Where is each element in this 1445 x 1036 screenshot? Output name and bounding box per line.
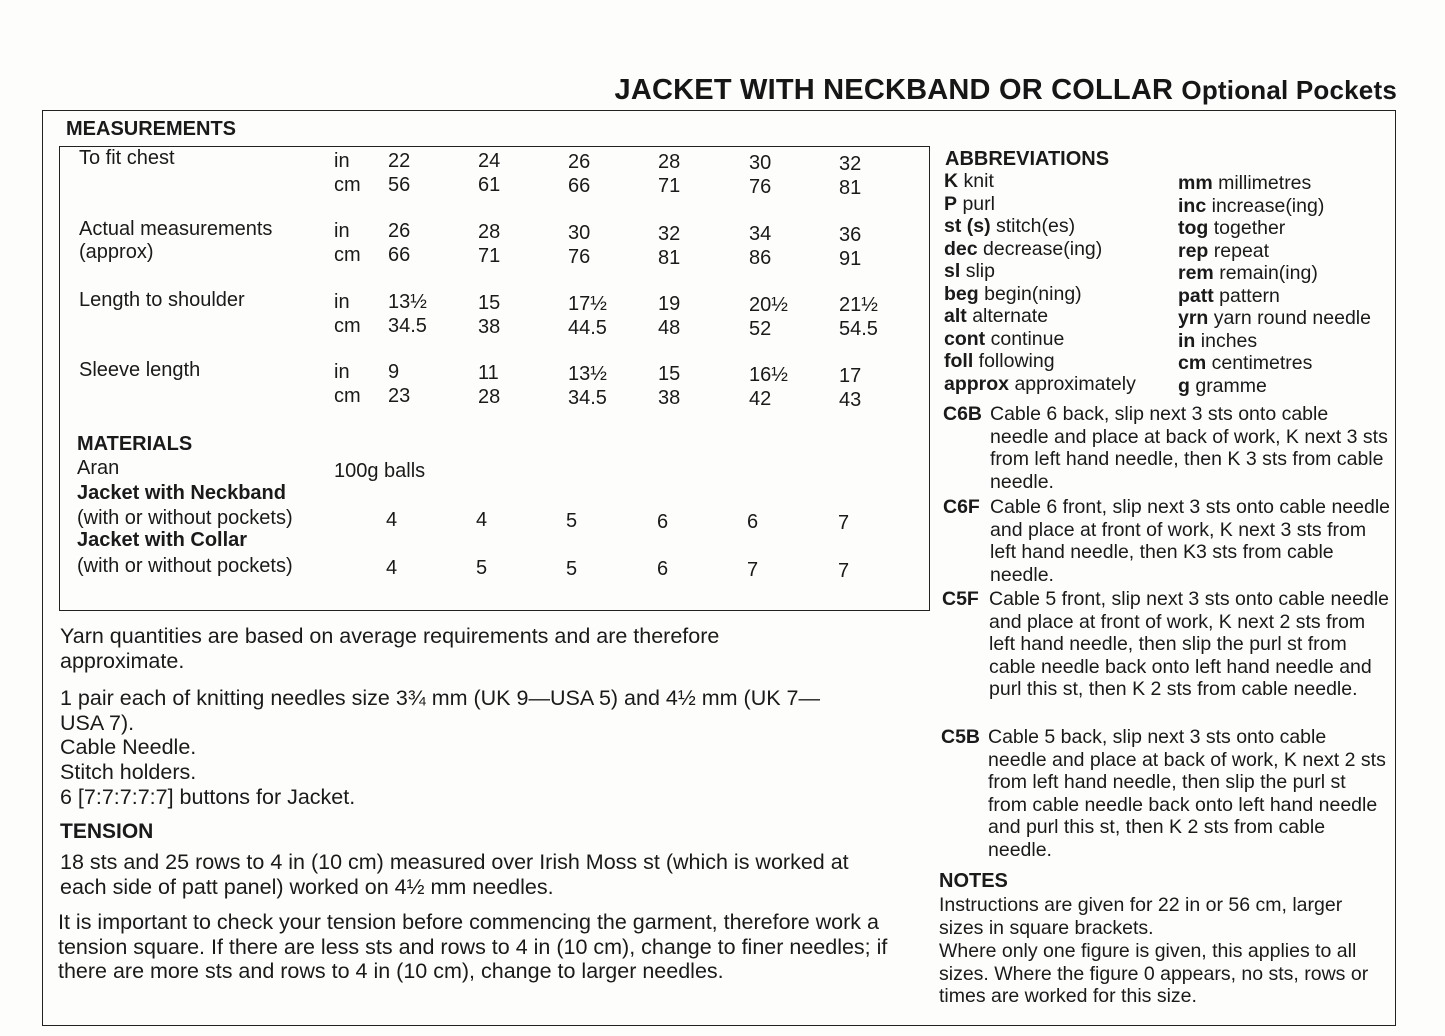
needles-text: 1 pair each of knitting needles size 3¾ mm (UK 9—USA 5) and 4½ mm (UK 7—USA 7). [60, 686, 820, 735]
value-cell: 66 [568, 175, 591, 197]
value-cell: 5 [566, 510, 578, 532]
abbreviation-item: patt pattern [1178, 284, 1280, 307]
value-cell: 54.5 [839, 318, 878, 340]
value-cell: 11 [478, 362, 499, 384]
value-cell: 28 [478, 221, 501, 243]
tension-advice: It is important to check your tension before commencing the garment, therefore work a tension square. If there are less sts and rows to 4 in (10 cm), change to finer needles; if there are more sts and rows to 4 in (10 cm), change to larger needles. [58, 910, 888, 983]
value-cell: 34.5 [568, 387, 607, 409]
value-cell: 6 [657, 511, 669, 533]
value-cell: 66 [388, 244, 411, 266]
value-cell: 5 [476, 557, 488, 579]
row-label: To fit chest [79, 147, 175, 169]
row-label: (approx) [79, 241, 154, 263]
abbreviation-item: foll following [944, 350, 1055, 372]
cable-code: C5B [941, 726, 981, 748]
abbreviation-list-left [944, 170, 1136, 395]
value-cell: 81 [658, 247, 681, 269]
value-cell: 22 [388, 150, 411, 172]
yarn-quantities-note: Yarn quantities are based on average requirements and are therefore approximate. [60, 624, 720, 673]
value-cell: 13½ [388, 291, 427, 313]
value-cell: 43 [839, 389, 862, 411]
value-cell: 21½ [839, 294, 878, 316]
value-cell: 4 [386, 557, 398, 579]
cable-text: Cable 5 front, slip next 3 sts onto cable needle and place at front of work, K next 2 sts from left hand needle, then slip the purl st from cable needle back onto left hand needle and purl this st, then K 2 sts from cable needle. [989, 588, 1389, 700]
unit-in: in [334, 220, 350, 242]
value-cell: 7 [838, 512, 850, 534]
value-cell: 30 [749, 152, 772, 174]
abbreviation-item: rep repeat [1178, 239, 1270, 262]
notes-heading: NOTES [939, 870, 1008, 892]
row-label: Length to shoulder [79, 289, 245, 311]
abbreviation-item: mm millimetres [1178, 172, 1312, 194]
measurements-heading: MEASUREMENTS [66, 118, 237, 140]
abbreviation-item: in inches [1178, 329, 1258, 352]
value-cell: 52 [749, 318, 772, 340]
value-cell: 32 [839, 153, 862, 175]
value-cell: 61 [478, 174, 501, 196]
value-cell: 26 [568, 151, 591, 173]
notes-text: Instructions are given for 22 in or 56 cm, larger sizes in square brackets. [939, 894, 1343, 939]
abbreviation-list-right [1178, 172, 1371, 397]
value-cell: 23 [388, 385, 411, 407]
tension-heading: TENSION [60, 820, 154, 843]
value-cell: 6 [657, 558, 669, 580]
extra-item: Stitch holders. [60, 760, 197, 784]
value-cell: 76 [749, 176, 772, 198]
value-cell: 9 [388, 361, 400, 383]
cable-definition [943, 403, 1393, 495]
value-cell: 7 [838, 560, 850, 582]
value-cell: 7 [747, 559, 759, 581]
extra-item: Cable Needle. [60, 735, 197, 759]
value-cell: 32 [658, 223, 681, 245]
row-label: Actual measurements [79, 218, 273, 240]
abbreviation-item: cont continue [944, 327, 1065, 350]
value-cell: 28 [658, 151, 681, 173]
unit-in: in [334, 150, 350, 172]
value-cell: 26 [388, 220, 411, 242]
abbreviation-item: st (s) stitch(es) [944, 215, 1076, 237]
unit-cm: cm [334, 385, 361, 407]
unit-cm: cm [334, 174, 361, 196]
collar-note: (with or without pockets) [77, 555, 293, 577]
yarn-unit: 100g balls [334, 460, 426, 482]
value-cell: 71 [478, 245, 501, 267]
unit-cm: cm [334, 315, 361, 337]
abbreviation-item: yrn yarn round needle [1178, 307, 1371, 329]
value-cell: 48 [658, 317, 681, 339]
value-cell: 81 [839, 177, 862, 199]
unit-in: in [334, 361, 350, 383]
value-cell: 91 [839, 248, 862, 270]
value-cell: 38 [658, 387, 681, 409]
cable-definition [941, 726, 1391, 862]
abbreviation-item: cm centimetres [1178, 352, 1313, 374]
cable-text: Cable 6 back, slip next 3 sts onto cable needle and place at back of work, K next 3 sts from left hand needle, then K 3 sts from cable needle. [990, 403, 1388, 493]
value-cell: 44.5 [568, 317, 607, 339]
value-cell: 71 [658, 175, 681, 197]
unit-in: in [334, 291, 350, 313]
value-cell: 56 [388, 174, 411, 196]
abbreviation-item: dec decrease(ing) [944, 237, 1103, 260]
row-label: Sleeve length [79, 359, 201, 381]
value-cell: 5 [566, 558, 578, 580]
materials-heading: MATERIALS [77, 433, 193, 455]
value-cell: 19 [658, 293, 681, 315]
value-cell: 20½ [749, 294, 788, 316]
collar-title: Jacket with Collar [77, 529, 248, 551]
abbreviation-item: inc increase(ing) [1178, 194, 1325, 217]
notes-text: Where only one figure is given, this applies to all sizes. Where the figure 0 appears, no sts, rows or times are worked for this size. [939, 940, 1369, 1007]
cable-text: Cable 6 front, slip next 3 sts onto cable needle and place at front of work, K next 3 sts from left hand needle, then K3 sts from cable needle. [990, 496, 1390, 586]
cable-code: C6F [943, 496, 980, 518]
value-cell: 28 [478, 386, 501, 408]
cable-definition [943, 496, 1393, 588]
cable-definition [942, 588, 1392, 724]
yarn-name: Aran [77, 457, 120, 479]
value-cell: 34 [749, 223, 772, 245]
abbreviation-item: g gramme [1178, 374, 1267, 397]
value-cell: 15 [658, 363, 681, 385]
page-title [615, 74, 1397, 107]
cable-code: C6B [943, 403, 983, 425]
cable-code: C5F [942, 588, 979, 610]
value-cell: 16½ [749, 364, 788, 386]
extra-item: 6 [7:7:7:7:7] buttons for Jacket. [60, 785, 356, 809]
value-cell: 17½ [568, 293, 607, 315]
cable-text: Cable 5 back, slip next 3 sts onto cable needle and place at back of work, K next 2 sts from left hand needle, then slip the purl st from cable needle back onto left hand needle and purl this st, then K 2 sts from cable needle. [988, 726, 1386, 861]
title-main: JACKET WITH NECKBAND OR COLLAR [614, 74, 1174, 106]
abbreviation-item: rem remain(ing) [1178, 262, 1318, 284]
abbreviation-item: approx approximately [944, 372, 1136, 395]
value-cell: 34.5 [388, 315, 427, 337]
value-cell: 13½ [568, 363, 607, 385]
value-cell: 30 [568, 222, 591, 244]
value-cell: 6 [747, 511, 759, 533]
value-cell: 4 [386, 509, 398, 531]
value-cell: 4 [476, 509, 488, 531]
abbreviations-heading: ABBREVIATIONS [945, 148, 1110, 170]
abbreviation-item: sl slip [944, 260, 995, 282]
value-cell: 42 [749, 388, 772, 410]
neckband-title: Jacket with Neckband [77, 482, 286, 504]
unit-cm: cm [334, 244, 361, 266]
title-optional: Optional Pockets [1181, 75, 1397, 105]
value-cell: 15 [478, 292, 501, 314]
value-cell: 38 [478, 316, 501, 338]
value-cell: 36 [839, 224, 862, 246]
abbreviation-item: alt alternate [944, 305, 1049, 327]
abbreviation-item: tog together [1178, 217, 1286, 239]
value-cell: 76 [568, 246, 591, 268]
neckband-note: (with or without pockets) [77, 507, 293, 529]
tension-text: 18 sts and 25 rows to 4 in (10 cm) measured over Irish Moss st (which is worked at each side of patt panel) worked on 4½ mm needles. [60, 850, 849, 899]
abbreviation-item: P purl [944, 192, 995, 215]
value-cell: 17 [839, 365, 862, 387]
value-cell: 86 [749, 247, 772, 269]
value-cell: 24 [478, 150, 501, 172]
abbreviation-item: K knit [944, 170, 994, 192]
abbreviation-item: beg begin(ning) [944, 282, 1082, 305]
